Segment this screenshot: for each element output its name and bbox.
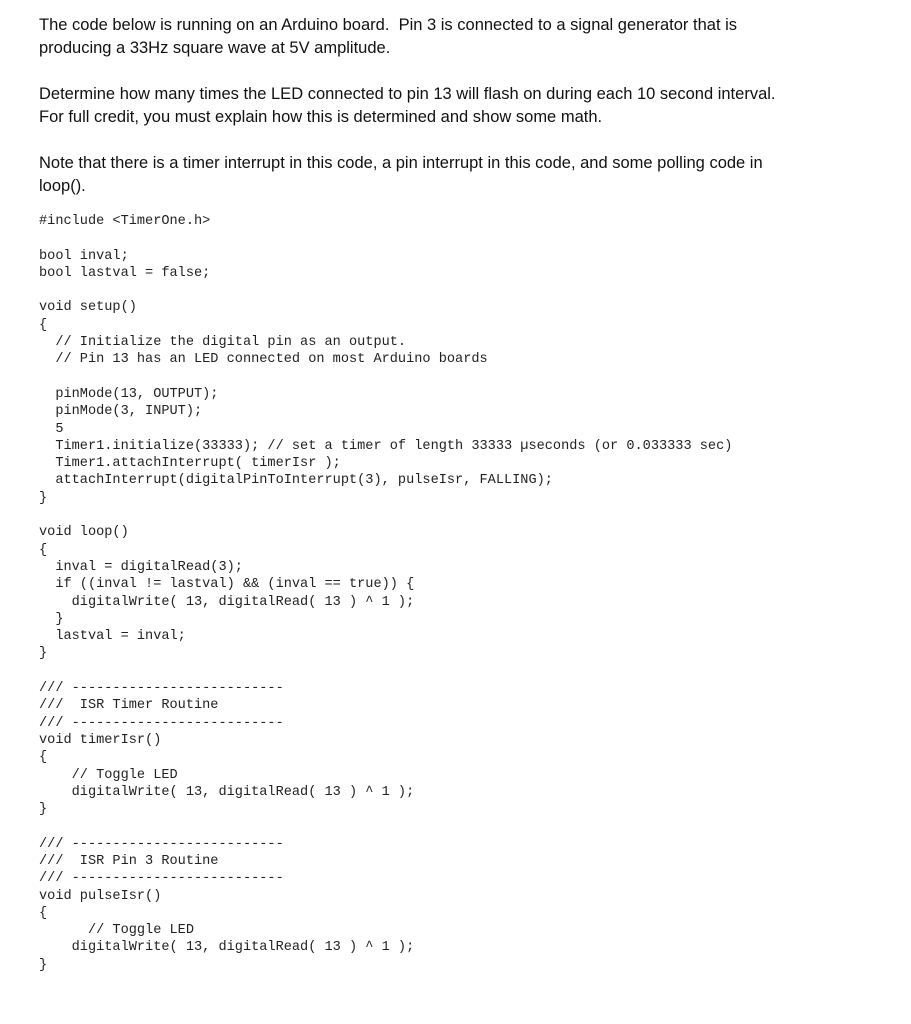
code-line: void loop() <box>39 525 129 541</box>
code-line: /// ISR Pin 3 Routine <box>39 853 219 869</box>
code-line: } <box>39 957 48 973</box>
code-line: { <box>39 317 48 333</box>
task-paragraph <box>39 83 899 129</box>
text-line: Note that there is a timer interrupt in this code, a pin interrupt in this code, and some polling code in <box>39 154 763 172</box>
code-line: } <box>39 802 48 818</box>
text-line: Determine how many times the LED connected to pin 13 will flash on during each 10 second interval. <box>39 85 776 103</box>
code-line: // Toggle LED <box>39 767 178 783</box>
note-paragraph <box>39 152 899 198</box>
code-line <box>39 663 899 680</box>
code-line: bool lastval = false; <box>39 265 211 281</box>
code-line <box>39 230 899 247</box>
code-line: Timer1.initialize(33333); // set a timer of length 33333 µseconds (or 0.033333 sec) <box>39 438 733 454</box>
code-line: void timerIsr() <box>39 732 162 748</box>
code-line: } <box>39 646 48 662</box>
code-line: inval = digitalRead(3); <box>39 559 243 575</box>
intro-paragraph <box>39 14 899 60</box>
code-line: pinMode(3, INPUT); <box>39 404 203 420</box>
text-line: The code below is running on an Arduino board. Pin 3 is connected to a signal generator that is <box>39 16 738 34</box>
code-line: { <box>39 905 48 921</box>
code-line <box>39 818 899 835</box>
code-line <box>39 507 899 524</box>
code-line: /// -------------------------- <box>39 715 284 731</box>
code-line: digitalWrite( 13, digitalRead( 13 ) ^ 1 ); <box>39 594 415 610</box>
code-line: bool inval; <box>39 248 129 264</box>
text-line: For full credit, you must explain how this is determined and show some math. <box>39 108 603 126</box>
text-line: loop(). <box>39 177 86 195</box>
code-line: /// ISR Timer Routine <box>39 698 219 714</box>
code-line: } <box>39 611 64 627</box>
code-line: digitalWrite( 13, digitalRead( 13 ) ^ 1 ); <box>39 940 415 956</box>
code-line: digitalWrite( 13, digitalRead( 13 ) ^ 1 ); <box>39 784 415 800</box>
code-line: void setup() <box>39 300 137 316</box>
code-line: } <box>39 490 48 506</box>
code-line: if ((inval != lastval) && (inval == true)) { <box>39 577 415 593</box>
code-line: /// -------------------------- <box>39 681 284 697</box>
text-line: producing a 33Hz square wave at 5V amplitude. <box>39 39 391 57</box>
code-line: 5 <box>39 421 64 437</box>
code-line: // Toggle LED <box>39 923 194 939</box>
code-line: /// -------------------------- <box>39 836 284 852</box>
code-line: /// -------------------------- <box>39 871 284 887</box>
code-line: Timer1.attachInterrupt( timerIsr ); <box>39 456 341 472</box>
code-line: #include <TimerOne.h> <box>39 214 211 229</box>
code-line: void pulseIsr() <box>39 888 162 904</box>
code-line: pinMode(13, OUTPUT); <box>39 386 219 402</box>
code-line: { <box>39 542 48 558</box>
code-line: // Pin 13 has an LED connected on most Arduino boards <box>39 352 488 368</box>
code-listing <box>39 213 899 974</box>
code-line: lastval = inval; <box>39 629 186 645</box>
code-line: { <box>39 750 48 766</box>
code-line: attachInterrupt(digitalPinToInterrupt(3), pulseIsr, FALLING); <box>39 473 553 489</box>
code-line <box>39 282 899 299</box>
code-line: // Initialize the digital pin as an output. <box>39 335 407 351</box>
document <box>39 14 899 974</box>
code-line <box>39 369 899 386</box>
